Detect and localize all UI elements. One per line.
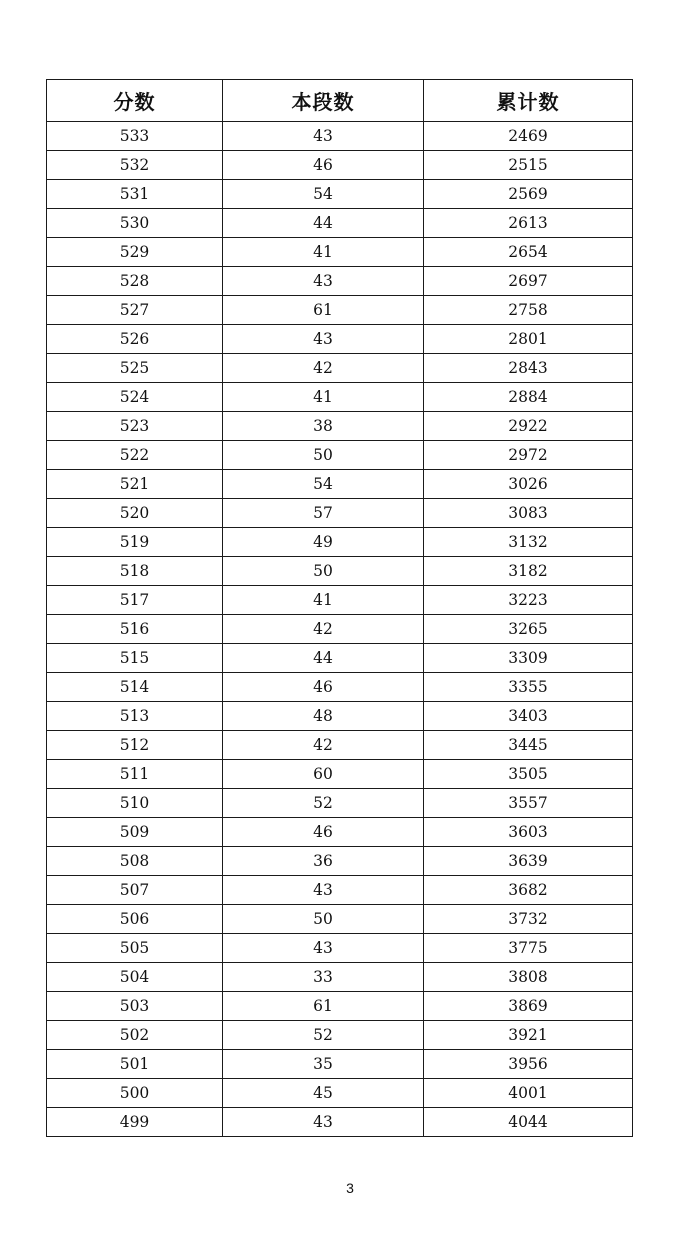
cell-segment-count: 46	[223, 673, 424, 702]
cell-segment-count: 50	[223, 905, 424, 934]
cell-score: 515	[47, 644, 223, 673]
cell-segment-count: 44	[223, 644, 424, 673]
table-row	[47, 180, 633, 209]
cell-cumulative-count: 2843	[424, 354, 633, 383]
table-row	[47, 1079, 633, 1108]
cell-cumulative-count: 3445	[424, 731, 633, 760]
cell-segment-count: 48	[223, 702, 424, 731]
cell-segment-count: 33	[223, 963, 424, 992]
table-row	[47, 238, 633, 267]
cell-score: 525	[47, 354, 223, 383]
cell-score: 499	[47, 1108, 223, 1137]
cell-cumulative-count: 3557	[424, 789, 633, 818]
table-row	[47, 1108, 633, 1137]
cell-segment-count: 50	[223, 441, 424, 470]
cell-score: 520	[47, 499, 223, 528]
cell-cumulative-count: 3026	[424, 470, 633, 499]
table-row	[47, 963, 633, 992]
table-row	[47, 122, 633, 151]
cell-segment-count: 43	[223, 122, 424, 151]
cell-cumulative-count: 3808	[424, 963, 633, 992]
cell-cumulative-count: 2801	[424, 325, 633, 354]
cell-segment-count: 44	[223, 209, 424, 238]
cell-score: 532	[47, 151, 223, 180]
cell-score: 506	[47, 905, 223, 934]
cell-segment-count: 61	[223, 296, 424, 325]
table-row	[47, 818, 633, 847]
cell-cumulative-count: 3403	[424, 702, 633, 731]
cell-segment-count: 60	[223, 760, 424, 789]
cell-cumulative-count: 3265	[424, 615, 633, 644]
cell-segment-count: 46	[223, 818, 424, 847]
cell-score: 516	[47, 615, 223, 644]
cell-score: 507	[47, 876, 223, 905]
cell-score: 526	[47, 325, 223, 354]
cell-segment-count: 41	[223, 586, 424, 615]
cell-segment-count: 43	[223, 934, 424, 963]
cell-cumulative-count: 2922	[424, 412, 633, 441]
table-row	[47, 586, 633, 615]
cell-cumulative-count: 2697	[424, 267, 633, 296]
cell-segment-count: 41	[223, 238, 424, 267]
cell-score: 528	[47, 267, 223, 296]
cell-segment-count: 43	[223, 325, 424, 354]
table-row	[47, 905, 633, 934]
cell-segment-count: 42	[223, 615, 424, 644]
cell-cumulative-count: 4044	[424, 1108, 633, 1137]
cell-score: 503	[47, 992, 223, 1021]
table-row	[47, 412, 633, 441]
cell-cumulative-count: 3775	[424, 934, 633, 963]
table-row	[47, 847, 633, 876]
cell-segment-count: 42	[223, 731, 424, 760]
page-number: 3	[346, 1180, 354, 1196]
table-row	[47, 673, 633, 702]
table-row	[47, 876, 633, 905]
table-row	[47, 1050, 633, 1079]
cell-cumulative-count: 2758	[424, 296, 633, 325]
cell-segment-count: 54	[223, 470, 424, 499]
cell-segment-count: 49	[223, 528, 424, 557]
table-row	[47, 296, 633, 325]
cell-segment-count: 45	[223, 1079, 424, 1108]
cell-score: 509	[47, 818, 223, 847]
column-header-cumulative-count: 累计数	[424, 80, 633, 122]
cell-cumulative-count: 2884	[424, 383, 633, 412]
cell-score: 524	[47, 383, 223, 412]
cell-segment-count: 57	[223, 499, 424, 528]
table-body	[47, 122, 633, 1137]
cell-segment-count: 43	[223, 876, 424, 905]
cell-cumulative-count: 2654	[424, 238, 633, 267]
column-header-segment-count: 本段数	[223, 80, 424, 122]
cell-cumulative-count: 3869	[424, 992, 633, 1021]
table-row	[47, 151, 633, 180]
table-header-row	[47, 80, 633, 122]
cell-cumulative-count: 3732	[424, 905, 633, 934]
cell-score: 519	[47, 528, 223, 557]
table-row	[47, 267, 633, 296]
table-row	[47, 325, 633, 354]
table-row	[47, 209, 633, 238]
cell-cumulative-count: 3921	[424, 1021, 633, 1050]
cell-score: 511	[47, 760, 223, 789]
cell-segment-count: 42	[223, 354, 424, 383]
cell-score: 518	[47, 557, 223, 586]
cell-segment-count: 43	[223, 267, 424, 296]
cell-score: 523	[47, 412, 223, 441]
table-row	[47, 992, 633, 1021]
cell-score: 529	[47, 238, 223, 267]
cell-score: 527	[47, 296, 223, 325]
cell-cumulative-count: 4001	[424, 1079, 633, 1108]
cell-score: 513	[47, 702, 223, 731]
table-row	[47, 354, 633, 383]
cell-segment-count: 35	[223, 1050, 424, 1079]
cell-cumulative-count: 3505	[424, 760, 633, 789]
cell-cumulative-count: 3956	[424, 1050, 633, 1079]
cell-cumulative-count: 3223	[424, 586, 633, 615]
cell-cumulative-count: 3639	[424, 847, 633, 876]
cell-cumulative-count: 2515	[424, 151, 633, 180]
cell-segment-count: 50	[223, 557, 424, 586]
cell-score: 517	[47, 586, 223, 615]
cell-score: 501	[47, 1050, 223, 1079]
cell-score: 531	[47, 180, 223, 209]
cell-cumulative-count: 2469	[424, 122, 633, 151]
cell-score: 521	[47, 470, 223, 499]
cell-segment-count: 54	[223, 180, 424, 209]
cell-segment-count: 36	[223, 847, 424, 876]
cell-cumulative-count: 3309	[424, 644, 633, 673]
cell-score: 508	[47, 847, 223, 876]
cell-segment-count: 43	[223, 1108, 424, 1137]
table-row	[47, 789, 633, 818]
cell-cumulative-count: 3603	[424, 818, 633, 847]
table-row	[47, 383, 633, 412]
table-row	[47, 1021, 633, 1050]
cell-cumulative-count: 3083	[424, 499, 633, 528]
cell-segment-count: 38	[223, 412, 424, 441]
table-row	[47, 702, 633, 731]
cell-cumulative-count: 3182	[424, 557, 633, 586]
cell-score: 522	[47, 441, 223, 470]
cell-score: 502	[47, 1021, 223, 1050]
column-header-score: 分数	[47, 80, 223, 122]
cell-segment-count: 61	[223, 992, 424, 1021]
cell-score: 500	[47, 1079, 223, 1108]
table-row	[47, 760, 633, 789]
cell-score: 533	[47, 122, 223, 151]
cell-cumulative-count: 2569	[424, 180, 633, 209]
score-distribution-table	[46, 79, 633, 1137]
table-row	[47, 441, 633, 470]
table-row	[47, 557, 633, 586]
cell-cumulative-count: 2972	[424, 441, 633, 470]
cell-score: 512	[47, 731, 223, 760]
cell-score: 505	[47, 934, 223, 963]
table-row	[47, 470, 633, 499]
cell-segment-count: 52	[223, 789, 424, 818]
cell-cumulative-count: 3355	[424, 673, 633, 702]
table-row	[47, 615, 633, 644]
cell-segment-count: 52	[223, 1021, 424, 1050]
cell-score: 510	[47, 789, 223, 818]
table-row	[47, 499, 633, 528]
cell-score: 530	[47, 209, 223, 238]
cell-score: 504	[47, 963, 223, 992]
cell-score: 514	[47, 673, 223, 702]
cell-segment-count: 46	[223, 151, 424, 180]
table-row	[47, 528, 633, 557]
cell-cumulative-count: 3132	[424, 528, 633, 557]
cell-cumulative-count: 2613	[424, 209, 633, 238]
table-row	[47, 644, 633, 673]
cell-segment-count: 41	[223, 383, 424, 412]
table-row	[47, 731, 633, 760]
table-row	[47, 934, 633, 963]
cell-cumulative-count: 3682	[424, 876, 633, 905]
